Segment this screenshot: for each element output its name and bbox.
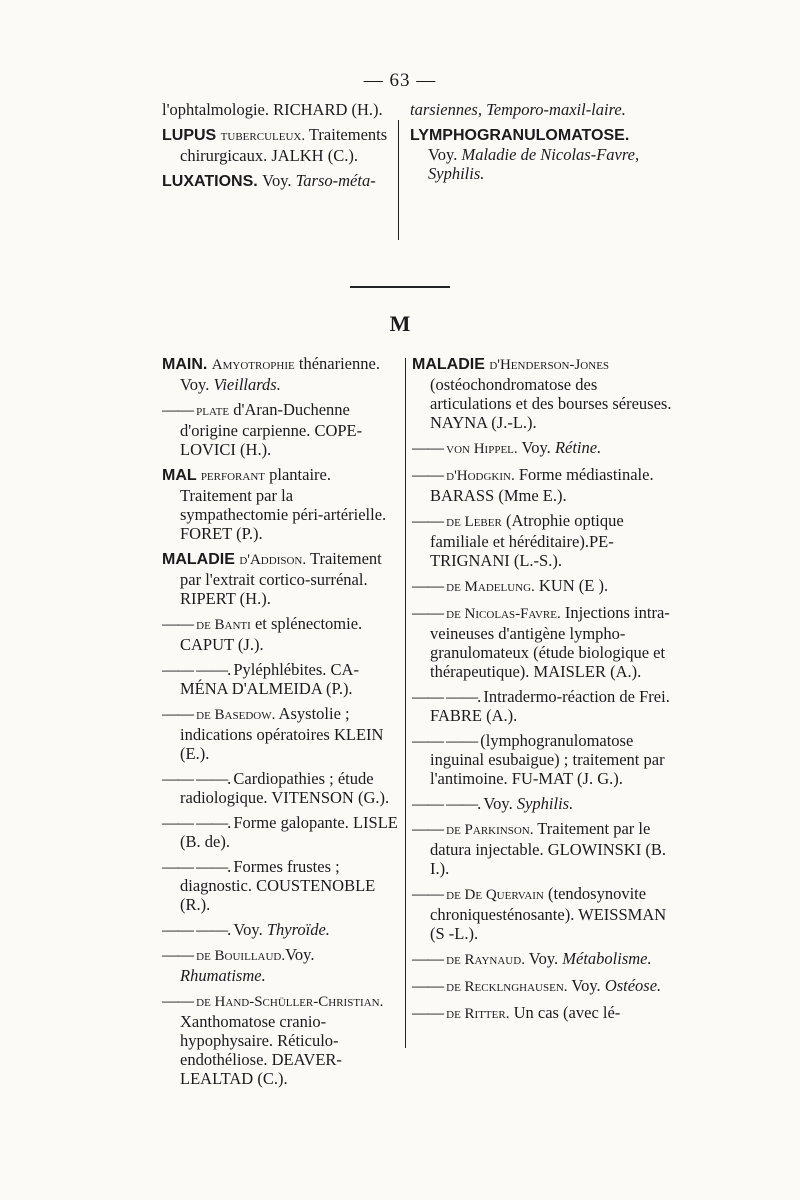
entry-sc: de Recklnghausen. — [446, 979, 568, 995]
entry-dash: —— ——. — [162, 920, 234, 939]
entry-dash: —— — [412, 603, 447, 622]
bottom-right-column — [412, 354, 680, 1030]
entry-sc: de Ritter. — [446, 1006, 510, 1022]
entry-sc: de Leber — [446, 514, 502, 530]
entry-rest: Formes frustes ; diagnostic. COUSTENOBLE (R.). — [180, 857, 376, 914]
index-entry — [162, 991, 402, 1088]
index-entry — [162, 614, 402, 654]
entry-sc: d'Hodgkin. — [446, 468, 515, 484]
section-rule — [350, 286, 450, 288]
entry-rest: Traitement par le datura injectable. GLOWINSKI (B. I.). — [430, 819, 666, 878]
entry-rest: Voy. — [233, 920, 267, 939]
entry-dash: —— — [412, 976, 447, 995]
index-entry — [412, 603, 680, 681]
index-entry — [162, 769, 402, 807]
index-entry — [162, 125, 404, 165]
entry-sc: von Hippel. — [446, 441, 518, 457]
entry-rest: Forme galopante. LISLE (B. de). — [180, 813, 398, 851]
entry-dash: —— ——. — [162, 857, 234, 876]
entry-lead: MAL — [162, 467, 201, 484]
index-entry — [162, 549, 402, 608]
index-entry — [412, 1003, 680, 1024]
index-entry — [412, 731, 680, 788]
index-entry — [412, 576, 680, 597]
entry-lead: MALADIE — [412, 356, 490, 373]
entry-rest: d'Aran-Duchenne d'origine carpienne. COPE-LOVICI (H.). — [180, 400, 363, 459]
entry-rest: Un cas (avec lé- — [509, 1003, 621, 1022]
entry-rest: thénarienne. Voy. — [180, 354, 380, 394]
top-left-column — [162, 100, 404, 197]
entry-sc: Amyotrophie — [211, 357, 295, 373]
entry-dash: —— — [412, 949, 447, 968]
page-number: — 63 — — [363, 70, 437, 91]
index-entry — [412, 465, 680, 505]
entry-rest: (ostéochondromatose des articulations et des bourses séreuses. NAYNA (J.-L.). — [430, 375, 672, 432]
entry-sc: tuberculeux. — [220, 128, 306, 144]
index-entry — [162, 704, 402, 763]
index-entry — [412, 687, 680, 725]
index-entry — [162, 465, 402, 543]
entry-ital: Syphilis. — [516, 794, 574, 813]
entry-rest: Voy. — [483, 794, 517, 813]
entry-dash: —— — [162, 991, 197, 1010]
index-entry — [162, 660, 402, 698]
entry-rest: Voy. — [285, 945, 315, 964]
entry-dash: —— — [412, 884, 447, 903]
entry-sc: de Madelung. — [446, 579, 535, 595]
entry-sc: d'Addison. — [239, 552, 307, 568]
entry-lead: MALADIE — [162, 551, 240, 568]
entry-lead: MAIN. — [162, 356, 212, 373]
entry-dash: —— —— — [412, 731, 481, 750]
entry-dash: —— — [162, 945, 197, 964]
entry-sc: de Parkinson. — [446, 822, 534, 838]
entry-rest: KUN (E ). — [534, 576, 609, 595]
entry-rest: Cardiopathies ; étude radiologique. VITENSON (G.). — [180, 769, 390, 807]
index-entry — [412, 949, 680, 970]
entry-rest: Asystolie ; indications opératoires KLEIN (E.). — [180, 704, 384, 763]
entry-dash: —— ——. — [412, 687, 484, 706]
section-letter: M — [389, 311, 411, 336]
index-entry — [412, 884, 680, 943]
entry-rest: Forme médiastinale. BARASS (Mme E.). — [430, 465, 654, 505]
entry-dash: —— — [162, 614, 197, 633]
entry-lead: LYMPHOGRANULOMATOSE. — [410, 127, 630, 144]
column-divider-top — [398, 120, 399, 240]
entry-dash: —— ——. — [412, 794, 484, 813]
entry-sc: de Raynaud. — [446, 952, 525, 968]
entry-ital: tarsiennes, Temporo-maxil-laire. — [410, 100, 626, 119]
entry-dash: —— ——. — [162, 813, 234, 832]
entry-ital: Thyroïde. — [266, 920, 330, 939]
index-entry — [162, 813, 402, 851]
entry-dash: —— — [412, 511, 447, 530]
entry-dash: —— — [412, 576, 447, 595]
entry-ital: Vieillards. — [213, 375, 281, 394]
entry-lead: LUXATIONS. — [162, 173, 263, 190]
entry-dash: —— — [412, 819, 447, 838]
index-entry — [410, 100, 652, 119]
entry-dash: —— ——. — [162, 769, 234, 788]
index-entry — [162, 100, 404, 119]
entry-rest: Intradermo-réaction de Frei. FABRE (A.). — [430, 687, 670, 725]
entry-ital: Maladie de Nicolas-Favre, Syphilis. — [428, 145, 640, 183]
bottom-left-column — [162, 354, 402, 1094]
entry-sc: de Banti — [196, 617, 251, 633]
index-entry — [162, 920, 402, 939]
entry-sc: perforant — [200, 468, 265, 484]
entry-dash: —— — [412, 1003, 447, 1022]
entry-rest: (tendosynovite chroniquesténosante). WEISSMAN (S -L.). — [430, 884, 667, 943]
entry-rest: l'ophtalmologie. RICHARD (H.). — [162, 100, 383, 119]
index-entry — [412, 354, 680, 432]
entry-rest: (lymphogranulomatose inguinal esubaigue) ; traitement par l'antimoine. FU-MAT (J. G.). — [430, 731, 665, 788]
entry-sc: plate — [196, 403, 230, 419]
entry-rest: et splénectomie. CAPUT (J.). — [180, 614, 363, 654]
index-entry — [162, 354, 402, 394]
entry-sc: de Basedow. — [196, 707, 276, 723]
entry-rest: Traitement par l'extrait cortico-surrénal. RIPERT (H.). — [180, 549, 382, 608]
entry-dash: —— — [412, 438, 447, 457]
entry-rest: (Atrophie optique familiale et héréditaire).PE-TRIGNANI (L.-S.). — [430, 511, 624, 570]
entry-ital: Ostéose. — [604, 976, 662, 995]
entry-sc: de Bouillaud. — [196, 948, 286, 964]
index-entry — [162, 400, 402, 459]
entry-sc: d'Henderson-Jones — [489, 357, 610, 373]
entry-rest: Pyléphlébites. CA-MÉNA D'ALMEIDA (P.). — [180, 660, 359, 698]
index-entry — [412, 794, 680, 813]
entry-rest: Voy. — [524, 949, 563, 968]
entry-dash: —— — [162, 400, 197, 419]
index-entry — [162, 945, 402, 985]
entry-ital: Rétine. — [554, 438, 602, 457]
entry-rest: Xanthomatose cranio-hypophysaire. Réticulo-endothéliose. DEAVER-LEALTAD (C.). — [180, 1012, 342, 1088]
column-divider-bottom — [405, 358, 406, 1048]
entry-sc: de Nicolas-Favre. — [446, 606, 561, 622]
index-entry — [162, 857, 402, 914]
entry-rest: Traitements chirurgicaux. JALKH (C.). — [180, 125, 388, 165]
entry-ital: Tarso-méta- — [295, 171, 376, 190]
entry-lead: LUPUS — [162, 127, 221, 144]
index-entry — [162, 171, 404, 191]
entry-rest: Injections intra-veineuses d'antigène lympho-granulomateux (étude biologique et thérapeutique). MAISLER (A.). — [430, 603, 670, 681]
entry-rest: plantaire. Traitement par la sympathectomie péri-artérielle. FORET (P.). — [180, 465, 387, 543]
index-entry — [410, 125, 652, 183]
entry-rest: Voy. — [428, 145, 462, 164]
entry-ital: Rhumatisme. — [180, 966, 266, 985]
entry-rest: Voy. — [262, 171, 296, 190]
index-entry — [412, 511, 680, 570]
entry-ital: Métabolisme. — [562, 949, 652, 968]
entry-sc: de Hand-Schüller-Christian. — [196, 994, 384, 1010]
entry-dash: —— ——. — [162, 660, 234, 679]
entry-dash: —— — [412, 465, 447, 484]
entry-dash: —— — [162, 704, 197, 723]
index-entry — [412, 976, 680, 997]
entry-sc: de De Quervain — [446, 887, 544, 903]
entry-rest: Voy. — [517, 438, 555, 457]
entry-rest: Voy. — [567, 976, 605, 995]
index-entry — [412, 819, 680, 878]
index-entry — [412, 438, 680, 459]
top-right-column — [410, 100, 652, 189]
